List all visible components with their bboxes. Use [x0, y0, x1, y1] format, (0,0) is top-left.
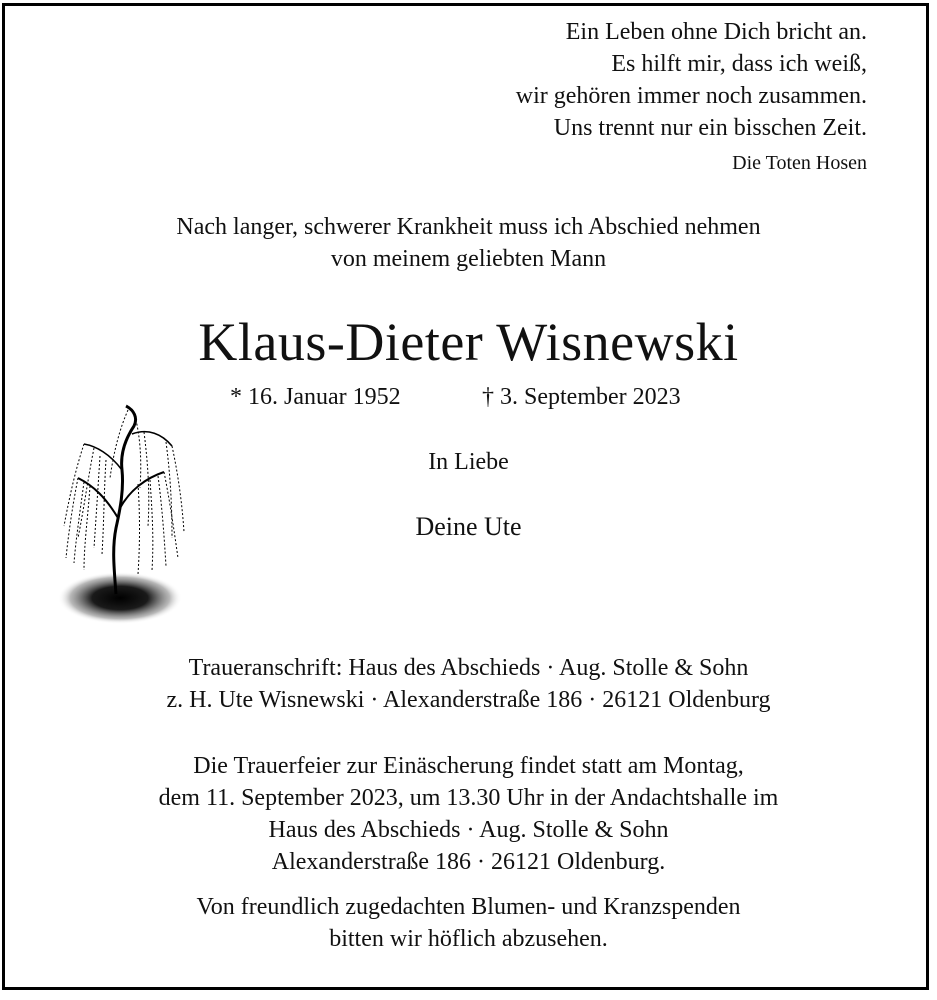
poem-line: Es hilft mir, dass ich weiß,: [611, 51, 867, 77]
poem-line: wir gehören immer noch zusammen.: [515, 83, 867, 109]
address-line: Traueranschrift: Haus des Abschieds · Aug. Stolle & Sohn: [188, 655, 749, 681]
poem-author: Die Toten Hosen: [732, 152, 867, 174]
birth-date: * 16. Januar 1952: [230, 384, 401, 410]
signer-name: Deine Ute: [415, 512, 522, 541]
address-line: z. H. Ute Wisnewski · Alexanderstraße 186 · 26121 Oldenburg: [166, 687, 771, 713]
service-line: Die Trauerfeier zur Einäscherung findet statt am Montag,: [193, 753, 744, 779]
poem: [516, 16, 867, 144]
intro-line: Nach langer, schwerer Krankheit muss ich Abschied nehmen: [176, 214, 761, 240]
in-love-text: In Liebe: [428, 449, 509, 475]
poem-line: Ein Leben ohne Dich bricht an.: [565, 19, 867, 45]
service-line: Alexanderstraße 186 · 26121 Oldenburg.: [271, 849, 666, 875]
deceased-name: Klaus-Dieter Wisnewski: [198, 312, 739, 372]
flowers-note: [0, 891, 937, 955]
mourning-address: [0, 652, 937, 716]
service-line: Haus des Abschieds · Aug. Stolle & Sohn: [268, 817, 669, 843]
flowers-line: bitten wir höflich abzusehen.: [329, 926, 608, 952]
intro-line: von meinem geliebten Mann: [330, 246, 607, 272]
service-info: [0, 750, 937, 878]
intro-text: [0, 211, 937, 275]
service-line: dem 11. September 2023, um 13.30 Uhr in der Andachtshalle im: [158, 785, 779, 811]
poem-line: Uns trennt nur ein bisschen Zeit.: [553, 115, 867, 141]
death-date: † 3. September 2023: [482, 384, 681, 410]
flowers-line: Von freundlich zugedachten Blumen- und Kranzspenden: [196, 894, 741, 920]
